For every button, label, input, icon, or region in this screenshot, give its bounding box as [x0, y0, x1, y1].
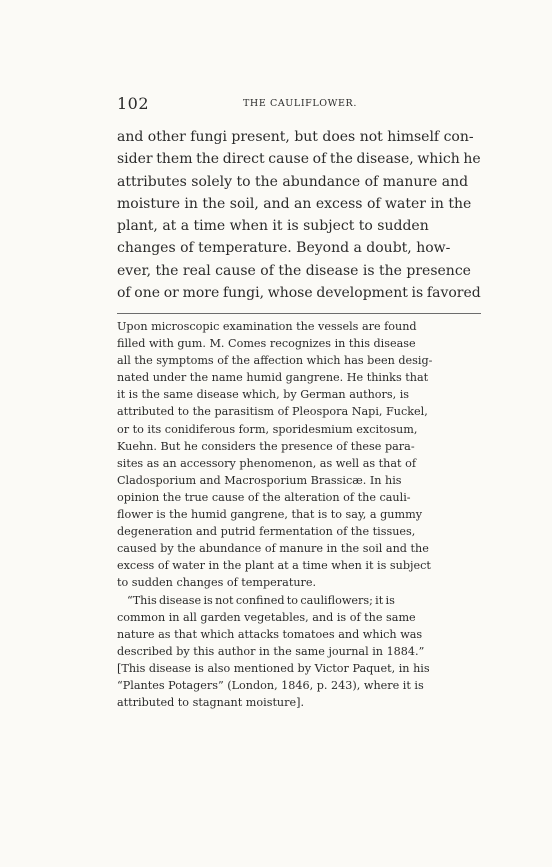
page-header: [117, 94, 482, 114]
footnote-line: Upon microscopic examination the vessels are found: [117, 320, 417, 333]
footnote-line: “This disease is not confined to cauliflowers; it is: [127, 593, 395, 607]
main-text-line: attributes solely to the abundance of manure and: [117, 173, 469, 190]
main-text-line: of one or more fungi, whose development is favored: [117, 285, 481, 302]
main-text-line: changes of temperature. Beyond a doubt, how-: [117, 240, 451, 257]
footnote-line: to sudden changes of temperature.: [117, 576, 317, 590]
main-text-line: and other fungi present, but does not himself con-: [117, 129, 474, 145]
main-text-line: ever, the real cause of the disease is the presence: [117, 262, 471, 279]
footnote-line: it is the same disease which, by German authors, is: [117, 388, 410, 402]
footnote-line: excess of water in the plant at a time when it is subject: [117, 559, 431, 573]
footnote-line: sites as an accessory phenomenon, as well as that of: [117, 456, 416, 470]
footnote-line: common in all garden vegetables, and is of the same: [117, 610, 416, 624]
footnote-line: attributed to stagnant moisture].: [117, 696, 305, 710]
footnote-line: flower is the humid gangrene, that is to say, a gummy: [117, 508, 423, 522]
footnote: [117, 318, 481, 711]
main-text-line: plant, at a time when it is subject to sudden: [117, 218, 429, 235]
footnote-line: Kuehn. But he considers the presence of these para-: [117, 439, 415, 453]
footnote-line: nature as that which attacks tomatoes and which was: [117, 627, 423, 641]
footnote-line: “Plantes Potagers” (London, 1846, p. 243), where it is: [117, 678, 424, 692]
running-head: THE CAULIFLOWER.: [243, 98, 357, 109]
main-text: [117, 126, 481, 304]
footnote-line: degeneration and putrid fermentation of the tissues,: [117, 525, 416, 539]
footnote-line: nated under the name humid gangrene. He thinks that: [117, 371, 429, 385]
footnote-line: all the symptoms of the affection which has been desig-: [117, 354, 433, 368]
footnote-line: caused by the abundance of manure in the soil and the: [117, 542, 429, 556]
footnote-divider: [117, 313, 481, 314]
page-number: 102: [117, 94, 150, 113]
footnote-line: filled with gum. M. Comes recognizes in this disease: [117, 337, 416, 351]
footnote-line: described by this author in the same journal in 1884.”: [117, 644, 425, 658]
footnote-line: [This disease is also mentioned by Victor Paquet, in his: [117, 661, 430, 675]
footnote-line: or to its conidiferous form, sporidesmium excitosum,: [117, 422, 418, 436]
main-text-line: sider them the direct cause of the disease, which he: [117, 151, 481, 168]
footnote-line: opinion the true cause of the alteration of the cauli-: [117, 490, 411, 504]
footnote-line: Cladosporium and Macrosporium Brassicæ. In his: [117, 473, 402, 487]
footnote-line: attributed to the parasitism of Pleospora Napi, Fuckel,: [117, 405, 428, 419]
main-text-line: moisture in the soil, and an excess of water in the: [117, 195, 472, 212]
